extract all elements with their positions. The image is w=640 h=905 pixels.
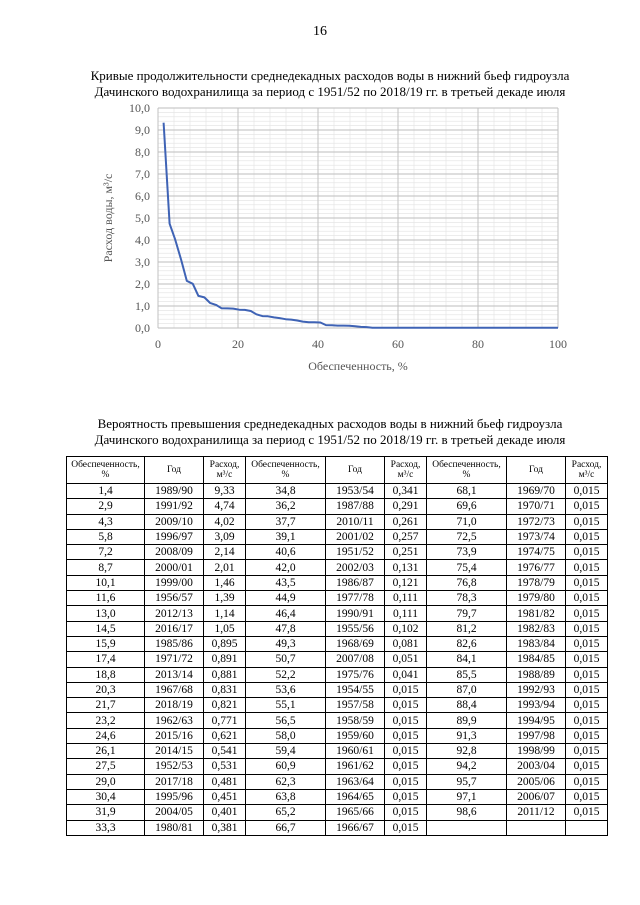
table-row <box>67 545 608 560</box>
table-cell: 2005/06 <box>507 774 566 789</box>
table-cell: 4,74 <box>204 499 246 514</box>
table-cell: 0,015 <box>566 591 608 606</box>
table-cell: 24,6 <box>67 728 145 743</box>
table-cell: 1996/97 <box>145 529 204 544</box>
y-tick-label: 2,0 <box>135 277 150 291</box>
table-cell: 0,015 <box>566 499 608 514</box>
table-cell: 0,895 <box>204 636 246 651</box>
table-cell: 82,6 <box>427 636 507 651</box>
table-cell: 2009/10 <box>145 514 204 529</box>
table-cell: 71,0 <box>427 514 507 529</box>
table-cell: 0,015 <box>385 698 427 713</box>
table-cell: 2000/01 <box>145 560 204 575</box>
table-row <box>67 636 608 651</box>
x-tick-label: 80 <box>472 337 484 351</box>
table-cell: 0,015 <box>566 636 608 651</box>
table-cell: 0,015 <box>566 744 608 759</box>
table-cell: 85,5 <box>427 667 507 682</box>
table-cell: 1955/56 <box>326 621 385 636</box>
table-header-cell: Обеспеченность, % <box>67 457 145 484</box>
table-cell: 2007/08 <box>326 652 385 667</box>
table-cell: 66,7 <box>246 820 326 835</box>
table-cell: 3,09 <box>204 529 246 544</box>
table-cell: 55,1 <box>246 698 326 713</box>
table-cell: 0,015 <box>566 667 608 682</box>
y-tick-label: 7,0 <box>135 167 150 181</box>
table-cell: 2002/03 <box>326 560 385 575</box>
table-cell: 2013/14 <box>145 667 204 682</box>
table-cell: 1992/93 <box>507 682 566 697</box>
table-cell: 14,5 <box>67 621 145 636</box>
table-row <box>67 652 608 667</box>
table-header-row <box>67 457 608 484</box>
table-cell: 47,8 <box>246 621 326 636</box>
table-header-cell: Обеспеченность, % <box>246 457 326 484</box>
table-row <box>67 575 608 590</box>
table-cell: 0,015 <box>566 606 608 621</box>
table-cell: 1954/55 <box>326 682 385 697</box>
table-cell: 0,015 <box>385 682 427 697</box>
table-cell: 0,821 <box>204 698 246 713</box>
table-cell: 2008/09 <box>145 545 204 560</box>
table-row <box>67 529 608 544</box>
table-cell: 36,2 <box>246 499 326 514</box>
table-cell: 91,3 <box>427 728 507 743</box>
table-title-line2: Дачинского водохранилища за период с 1951/52 по 2018/19 гг. в третьей декаде июля <box>94 432 566 447</box>
table-cell: 0,831 <box>204 682 246 697</box>
table-cell: 0,102 <box>385 621 427 636</box>
table-cell: 1982/83 <box>507 621 566 636</box>
table-body <box>67 484 608 836</box>
table-cell: 0,051 <box>385 652 427 667</box>
table-cell: 1983/84 <box>507 636 566 651</box>
table-cell: 43,5 <box>246 575 326 590</box>
table-cell: 0,015 <box>566 560 608 575</box>
table-cell: 1977/78 <box>326 591 385 606</box>
table-cell: 1993/94 <box>507 698 566 713</box>
table-cell: 44,9 <box>246 591 326 606</box>
table-cell: 53,6 <box>246 682 326 697</box>
table-cell: 0,131 <box>385 560 427 575</box>
table-row <box>67 484 608 499</box>
table-cell: 1952/53 <box>145 759 204 774</box>
table-cell: 0,015 <box>566 759 608 774</box>
table-cell: 49,3 <box>246 636 326 651</box>
table-cell: 0,015 <box>566 774 608 789</box>
table-cell: 1978/79 <box>507 575 566 590</box>
x-tick-label: 0 <box>155 337 161 351</box>
table-cell: 0,015 <box>385 774 427 789</box>
table-cell: 1995/96 <box>145 789 204 804</box>
table-row <box>67 805 608 820</box>
table-cell: 0,251 <box>385 545 427 560</box>
table-cell: 1,46 <box>204 575 246 590</box>
table-cell: 0,451 <box>204 789 246 804</box>
table-cell: 0,015 <box>385 789 427 804</box>
x-tick-label: 40 <box>312 337 324 351</box>
table-cell: 33,3 <box>67 820 145 835</box>
table-cell: 1976/77 <box>507 560 566 575</box>
table-cell: 1953/54 <box>326 484 385 499</box>
table-cell: 1971/72 <box>145 652 204 667</box>
table-cell: 1970/71 <box>507 499 566 514</box>
table-cell: 20,3 <box>67 682 145 697</box>
table-cell: 1951/52 <box>326 545 385 560</box>
y-tick-label: 9,0 <box>135 123 150 137</box>
table-cell: 1964/65 <box>326 789 385 804</box>
table-cell: 84,1 <box>427 652 507 667</box>
table-cell: 1,39 <box>204 591 246 606</box>
table-cell: 0,015 <box>566 682 608 697</box>
table-cell: 1973/74 <box>507 529 566 544</box>
table-cell: 0,291 <box>385 499 427 514</box>
table-cell: 1972/73 <box>507 514 566 529</box>
table-header-cell: Расход, м³/с <box>204 457 246 484</box>
table-cell: 0,041 <box>385 667 427 682</box>
table-cell: 1958/59 <box>326 713 385 728</box>
table-cell: 1960/61 <box>326 744 385 759</box>
table-cell: 42,0 <box>246 560 326 575</box>
table-cell: 0,381 <box>204 820 246 835</box>
page-number: 16 <box>313 24 327 39</box>
table-row <box>67 713 608 728</box>
table-cell: 40,6 <box>246 545 326 560</box>
table-cell: 0,081 <box>385 636 427 651</box>
table-cell: 0,015 <box>566 484 608 499</box>
table-cell: 23,2 <box>67 713 145 728</box>
chart-title-line2: Дачинского водохранилища за период с 1951/52 по 2018/19 гг. в третьей декаде июля <box>94 84 566 99</box>
table-cell: 10,1 <box>67 575 145 590</box>
y-tick-label: 8,0 <box>135 145 150 159</box>
table-cell: 0,881 <box>204 667 246 682</box>
table-cell: 0,015 <box>566 545 608 560</box>
table-cell: 0,341 <box>385 484 427 499</box>
table-cell: 1999/00 <box>145 575 204 590</box>
table-cell: 2003/04 <box>507 759 566 774</box>
table-cell: 0,015 <box>566 698 608 713</box>
table-cell: 1984/85 <box>507 652 566 667</box>
table-cell: 0,621 <box>204 728 246 743</box>
y-tick-label: 6,0 <box>135 189 150 203</box>
table-cell: 27,5 <box>67 759 145 774</box>
table-cell: 5,8 <box>67 529 145 544</box>
table-cell: 88,4 <box>427 698 507 713</box>
table-cell: 1965/66 <box>326 805 385 820</box>
table-cell: 0,015 <box>566 575 608 590</box>
table-cell: 97,1 <box>427 789 507 804</box>
table-row <box>67 759 608 774</box>
table-row <box>67 560 608 575</box>
table-cell: 1963/64 <box>326 774 385 789</box>
table-cell: 0,015 <box>566 789 608 804</box>
table-cell: 0,401 <box>204 805 246 820</box>
table-cell: 0,111 <box>385 591 427 606</box>
table-row <box>67 606 608 621</box>
table-row <box>67 774 608 789</box>
table-cell: 1967/68 <box>145 682 204 697</box>
x-tick-label: 100 <box>549 337 567 351</box>
table-cell: 2011/12 <box>507 805 566 820</box>
table-cell: 34,8 <box>246 484 326 499</box>
table-cell: 87,0 <box>427 682 507 697</box>
table-cell: 1987/88 <box>326 499 385 514</box>
table-row <box>67 698 608 713</box>
table-cell: 0,111 <box>385 606 427 621</box>
table-cell: 8,7 <box>67 560 145 575</box>
table-cell: 0,015 <box>385 759 427 774</box>
table-cell: 76,8 <box>427 575 507 590</box>
table-cell: 21,7 <box>67 698 145 713</box>
y-tick-label: 0,0 <box>135 321 150 335</box>
table-cell: 1975/76 <box>326 667 385 682</box>
table-cell: 50,7 <box>246 652 326 667</box>
table-cell: 17,4 <box>67 652 145 667</box>
table-cell: 0,015 <box>385 713 427 728</box>
table-cell: 11,6 <box>67 591 145 606</box>
table-title <box>60 416 600 448</box>
table-cell: 58,0 <box>246 728 326 743</box>
table-cell: 2016/17 <box>145 621 204 636</box>
table-cell: 1990/91 <box>326 606 385 621</box>
table-cell: 1961/62 <box>326 759 385 774</box>
table-cell: 1,4 <box>67 484 145 499</box>
table-cell: 1956/57 <box>145 591 204 606</box>
table-cell: 78,3 <box>427 591 507 606</box>
table-cell: 89,9 <box>427 713 507 728</box>
table-cell <box>427 820 507 835</box>
probability-table <box>66 456 608 836</box>
table-cell: 1979/80 <box>507 591 566 606</box>
table-cell: 0,015 <box>566 805 608 820</box>
table-cell: 0,015 <box>566 621 608 636</box>
table-row <box>67 514 608 529</box>
table-header-cell: Расход, м³/с <box>566 457 608 484</box>
table-cell: 75,4 <box>427 560 507 575</box>
table-row <box>67 682 608 697</box>
table-cell: 95,7 <box>427 774 507 789</box>
table-cell: 0,481 <box>204 774 246 789</box>
x-tick-label: 20 <box>232 337 244 351</box>
table-cell: 0,015 <box>385 728 427 743</box>
table-cell: 2010/11 <box>326 514 385 529</box>
table-cell: 0,015 <box>566 728 608 743</box>
table-cell: 1988/89 <box>507 667 566 682</box>
table-cell: 30,4 <box>67 789 145 804</box>
table-row <box>67 728 608 743</box>
table-cell: 68,1 <box>427 484 507 499</box>
table-row <box>67 744 608 759</box>
y-axis-label: Расход воды, м³/с <box>101 173 115 263</box>
y-tick-label: 10,0 <box>129 101 150 115</box>
table-cell: 1,05 <box>204 621 246 636</box>
table-row <box>67 499 608 514</box>
table-cell: 0,261 <box>385 514 427 529</box>
table-cell: 72,5 <box>427 529 507 544</box>
table-cell: 2015/16 <box>145 728 204 743</box>
table-cell: 0,531 <box>204 759 246 774</box>
y-tick-label: 3,0 <box>135 255 150 269</box>
table-cell: 0,015 <box>566 529 608 544</box>
table-cell: 73,9 <box>427 545 507 560</box>
table-cell: 56,5 <box>246 713 326 728</box>
table-cell: 13,0 <box>67 606 145 621</box>
table-cell: 2,01 <box>204 560 246 575</box>
table-cell: 1981/82 <box>507 606 566 621</box>
table-cell: 79,7 <box>427 606 507 621</box>
table-cell: 98,6 <box>427 805 507 820</box>
table-cell: 26,1 <box>67 744 145 759</box>
table-cell: 1986/87 <box>326 575 385 590</box>
table-cell: 29,0 <box>67 774 145 789</box>
table-cell: 2,14 <box>204 545 246 560</box>
table-row <box>67 591 608 606</box>
table-cell: 60,9 <box>246 759 326 774</box>
table-cell: 0,891 <box>204 652 246 667</box>
table-cell: 1,14 <box>204 606 246 621</box>
table-cell: 1959/60 <box>326 728 385 743</box>
table-cell: 2012/13 <box>145 606 204 621</box>
table-cell: 59,4 <box>246 744 326 759</box>
table-cell: 0,541 <box>204 744 246 759</box>
table-header-cell: Год <box>145 457 204 484</box>
table-cell: 18,8 <box>67 667 145 682</box>
table-cell <box>566 820 608 835</box>
table-cell: 0,015 <box>385 744 427 759</box>
y-tick-label: 1,0 <box>135 299 150 313</box>
y-tick-label: 4,0 <box>135 233 150 247</box>
table-title-line1: Вероятность превышения среднедекадных расходов воды в нижний бьеф гидроузла <box>97 416 563 431</box>
table-cell: 2017/18 <box>145 774 204 789</box>
table-row <box>67 621 608 636</box>
table-header-cell: Год <box>326 457 385 484</box>
table-cell: 1969/70 <box>507 484 566 499</box>
table-cell: 65,2 <box>246 805 326 820</box>
table-cell: 9,33 <box>204 484 246 499</box>
table-cell: 0,771 <box>204 713 246 728</box>
table-row <box>67 667 608 682</box>
table-row <box>67 789 608 804</box>
chart-title-line1: Кривые продолжительности среднедекадных расходов воды в нижний бьеф гидроузла <box>90 68 570 83</box>
table-cell: 0,015 <box>566 514 608 529</box>
table-cell: 2004/05 <box>145 805 204 820</box>
table-cell: 1997/98 <box>507 728 566 743</box>
table-cell: 0,015 <box>566 652 608 667</box>
table-header-cell: Обеспеченность, % <box>427 457 507 484</box>
table-cell: 1985/86 <box>145 636 204 651</box>
table-cell: 15,9 <box>67 636 145 651</box>
table-cell: 2,9 <box>67 499 145 514</box>
table-cell: 39,1 <box>246 529 326 544</box>
table-cell: 37,7 <box>246 514 326 529</box>
table-cell: 7,2 <box>67 545 145 560</box>
x-tick-label: 60 <box>392 337 404 351</box>
duration-curve-chart <box>96 96 574 376</box>
table-cell: 2014/15 <box>145 744 204 759</box>
table-cell: 81,2 <box>427 621 507 636</box>
table-cell: 2001/02 <box>326 529 385 544</box>
table-cell: 0,015 <box>385 805 427 820</box>
table-cell: 62,3 <box>246 774 326 789</box>
table-cell: 1980/81 <box>145 820 204 835</box>
table-cell: 1989/90 <box>145 484 204 499</box>
x-axis-label: Обеспеченность, % <box>308 359 408 373</box>
table-cell: 2006/07 <box>507 789 566 804</box>
table-cell: 1974/75 <box>507 545 566 560</box>
table-cell: 0,015 <box>566 713 608 728</box>
table-cell: 94,2 <box>427 759 507 774</box>
table-cell: 92,8 <box>427 744 507 759</box>
table-cell: 0,015 <box>385 820 427 835</box>
table-cell: 46,4 <box>246 606 326 621</box>
table-cell: 1968/69 <box>326 636 385 651</box>
table-cell <box>507 820 566 835</box>
table-cell: 1998/99 <box>507 744 566 759</box>
table-cell: 1962/63 <box>145 713 204 728</box>
table-cell: 69,6 <box>427 499 507 514</box>
table-row <box>67 820 608 835</box>
table-cell: 1966/67 <box>326 820 385 835</box>
table-cell: 2018/19 <box>145 698 204 713</box>
table-cell: 0,257 <box>385 529 427 544</box>
table-cell: 1957/58 <box>326 698 385 713</box>
table-cell: 4,02 <box>204 514 246 529</box>
y-tick-label: 5,0 <box>135 211 150 225</box>
table-header-cell: Расход, м³/с <box>385 457 427 484</box>
table-cell: 0,121 <box>385 575 427 590</box>
table-cell: 1994/95 <box>507 713 566 728</box>
table-cell: 4,3 <box>67 514 145 529</box>
table-cell: 1991/92 <box>145 499 204 514</box>
table-cell: 52,2 <box>246 667 326 682</box>
table-cell: 31,9 <box>67 805 145 820</box>
table-cell: 63,8 <box>246 789 326 804</box>
table-header-cell: Год <box>507 457 566 484</box>
